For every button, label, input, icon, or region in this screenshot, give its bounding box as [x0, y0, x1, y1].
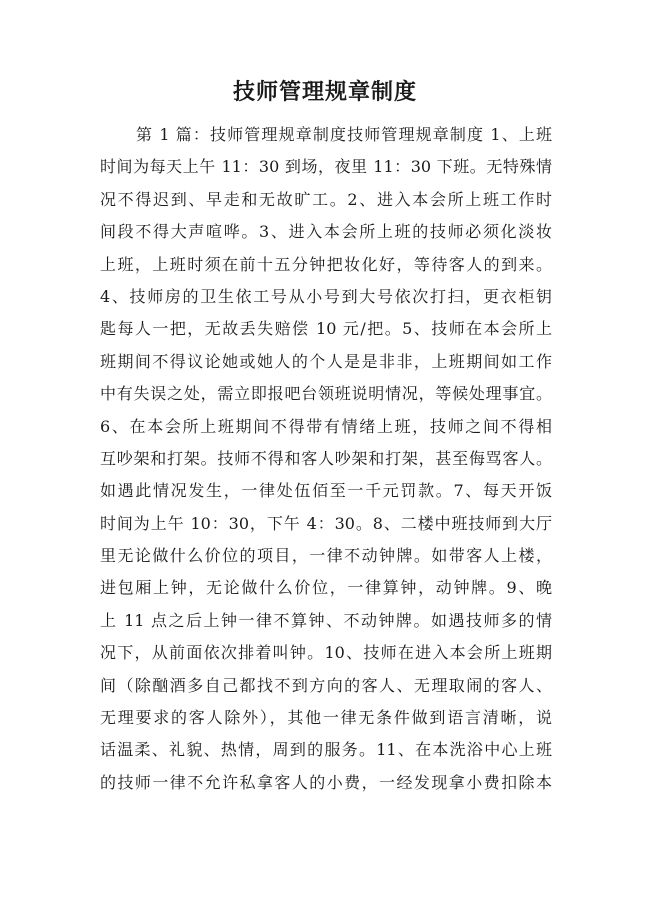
text-line: 4、技师房的卫生依工号从小号到大号依次打扫，更衣柜钥 [100, 286, 552, 306]
text-line: 里无论做什么价位的项目，一律不动钟牌。如带客人上楼， [100, 546, 552, 566]
text-line: 互吵架和打架。技师不得和客人吵架和打架，甚至侮骂客人。 [100, 448, 552, 468]
body-text [100, 119, 552, 799]
text-line: 况下，从前面依次排着叫钟。10、技师在进入本会所上班期 [100, 643, 552, 663]
text-line: 进包厢上钟，无论做什么价位，一律算钟，动钟牌。9、晚 [100, 578, 552, 598]
text-line: 第 1 篇：技师管理规章制度技师管理规章制度 1、上班 [136, 125, 552, 144]
page-title: 技师管理规章制度 [232, 80, 417, 105]
text-line: 的技师一律不允许私拿客人的小费，一经发现拿小费扣除本 [100, 772, 552, 792]
text-line: 时间为每天上午 11：30 到场，夜里 11：30 下班。无特殊情 [100, 157, 552, 177]
text-line: 班期间不得议论她或她人的个人是是非非，上班期间如工作 [100, 351, 552, 371]
text-line: 6、在本会所上班期间不得带有情绪上班，技师之间不得相 [100, 416, 552, 436]
text-line: 时间为上午 10：30，下午 4：30。8、二楼中班技师到大厅 [100, 513, 552, 533]
text-line: 上班，上班时须在前十五分钟把妆化好，等待客人的到来。 [100, 254, 552, 274]
text-line: 无理要求的客人除外），其他一律无条件做到语言清晰，说 [100, 708, 552, 728]
text-line: 话温柔、礼貌、热情，周到的服务。11、在本洗浴中心上班 [100, 740, 552, 760]
text-line: 况不得迟到、早走和无故旷工。2、进入本会所上班工作时 [100, 189, 552, 209]
text-line: 匙每人一把，无故丢失赔偿 10 元/把。5、技师在本会所上 [100, 319, 552, 339]
text-line: 上 11 点之后上钟一律不算钟、不动钟牌。如遇技师多的情 [100, 610, 552, 630]
text-line: 如遇此情况发生，一律处伍佰至一千元罚款。7、每天开饭 [100, 481, 552, 501]
text-line: 间段不得大声喧哗。3、进入本会所上班的技师必须化淡妆 [100, 222, 552, 242]
text-line: 间（除酗酒多自己都找不到方向的客人、无理取闹的客人、 [100, 675, 552, 695]
text-line: 中有失误之处，需立即报吧台领班说明情况，等候处理事宜。 [100, 384, 552, 404]
